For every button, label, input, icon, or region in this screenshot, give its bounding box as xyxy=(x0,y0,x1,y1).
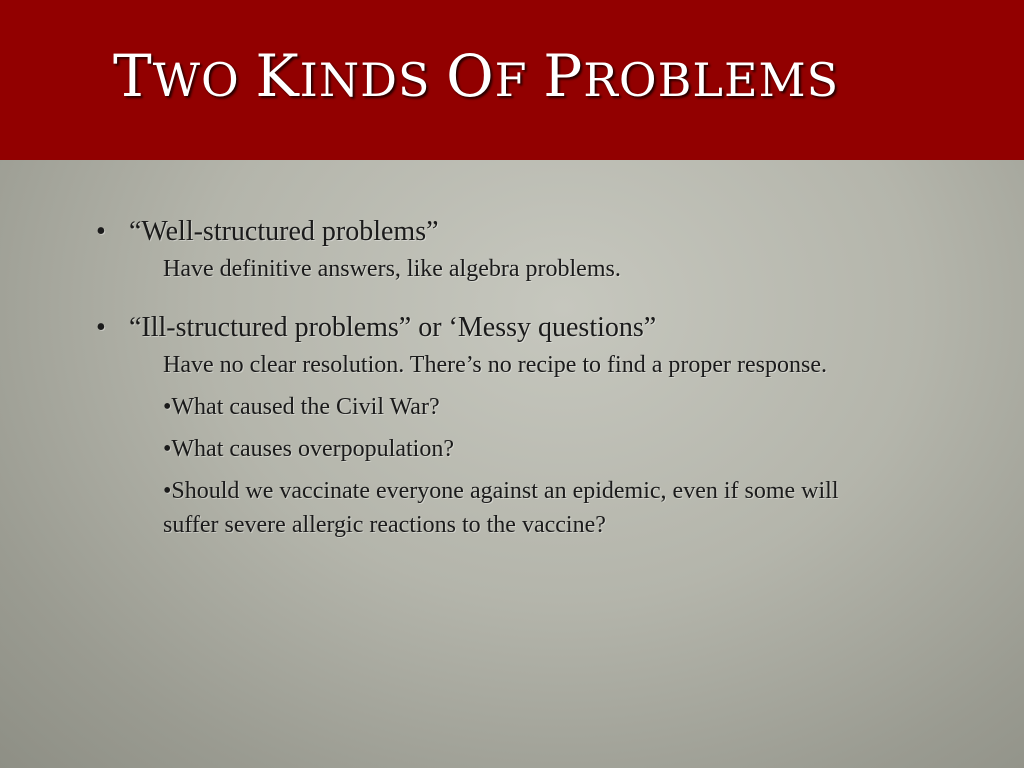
bullet-marker: • xyxy=(96,312,106,343)
sub-item: •What causes overpopulation? xyxy=(163,436,454,462)
sub-item: Have no clear resolution. There’s no recipe to find a proper response. xyxy=(163,352,827,378)
slide-content xyxy=(96,212,916,542)
slide-title: TWO KINDS OF PROBLEMS xyxy=(113,42,840,110)
bullet-item xyxy=(96,308,916,348)
title-bar xyxy=(0,0,1024,160)
bullet-text: “Well-structured problems” xyxy=(129,216,439,247)
bullet-text: “Ill-structured problems” or ‘Messy questions” xyxy=(129,312,657,343)
bullet-item xyxy=(96,212,916,252)
bullet-marker: • xyxy=(96,216,106,247)
sub-item: •What caused the Civil War? xyxy=(163,394,440,420)
sub-item: •Should we vaccinate everyone against an epidemic, even if some will suffer severe allergic reactions to the vaccine? xyxy=(163,478,839,538)
sub-item: Have definitive answers, like algebra problems. xyxy=(163,256,621,282)
